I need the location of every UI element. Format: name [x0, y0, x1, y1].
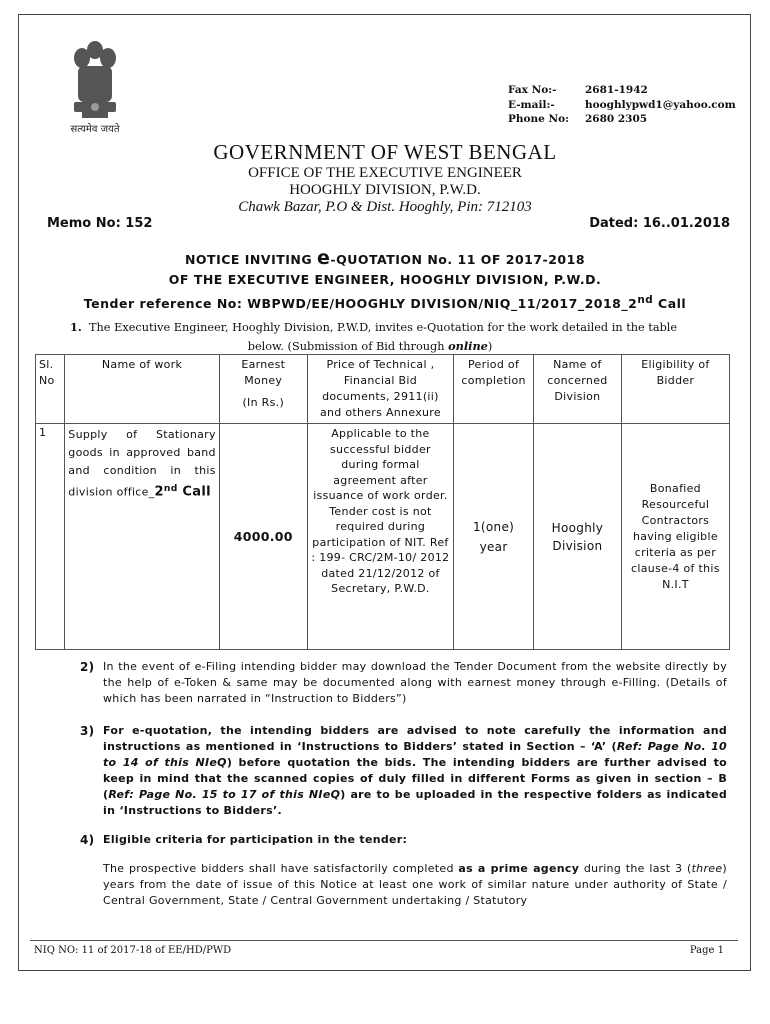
- contact-phone: [508, 112, 736, 127]
- contact-value: 2681-1942: [585, 84, 648, 96]
- table-header-row: [36, 355, 730, 424]
- cell-sl: 1: [36, 424, 65, 650]
- work-call-number: 2: [154, 484, 164, 500]
- section-3-number: 3): [80, 724, 95, 738]
- s3-ref-1: Ref: Page No. 10 to 14 of this NIeQ: [103, 740, 727, 769]
- footer-left: NIQ NO: 11 of 2017-18 of EE/HD/PWD: [34, 945, 232, 956]
- section-2: [80, 659, 727, 707]
- notice-line1-post: -QUOTATION No. 11 OF 2017-2018: [330, 252, 586, 267]
- state-emblem-icon: [60, 38, 130, 138]
- s4-part-e: ) years from the date of issue of this Notice at least one work of similar nature under authority of State / Central Government, State / Central Government undertaking / Statutory: [103, 862, 727, 907]
- section-4-title: Eligible criteria for participation in the tender:: [103, 833, 408, 846]
- s4-part-c: during the last 3 (: [579, 862, 692, 875]
- paragraph-1-number: 1.: [70, 320, 82, 334]
- paragraph-1: [70, 318, 730, 356]
- section-2-number: 2): [80, 660, 95, 674]
- section-4-number: 4): [80, 833, 95, 847]
- contact-block: [508, 83, 736, 127]
- table-row: [36, 424, 730, 650]
- office-address: Chawk Bazar, P.O & Dist. Hooghly, Pin: 712103: [238, 199, 532, 215]
- tender-table: [35, 354, 730, 650]
- notice-heading: [0, 248, 770, 314]
- paragraph-1-cont-post: ): [487, 340, 493, 353]
- contact-value: hooghlypwd1@yahoo.com: [585, 98, 736, 111]
- cell-earnest: 4000.00: [219, 424, 307, 650]
- notice-line3: [0, 290, 770, 314]
- s4-prime-agency: as a prime agency: [458, 862, 580, 875]
- cell-eligibility: Bonafied Resourceful Contractors having eligible criteria as per clause-4 of this N.I.T: [621, 424, 729, 650]
- section-2-text: In the event of e-Filing intending bidder may download the Tender Document from the website directly by the help of e-Token & same may be documented along with earnest money through e-Filling. (Details of which has been narrated in “Instruction to Bidders”): [103, 660, 727, 705]
- s4-part-a: The prospective bidders shall have satisfactorily completed: [103, 862, 459, 875]
- notice-line1: [0, 248, 770, 270]
- header-name-of-work: Name of work: [65, 355, 220, 424]
- work-call-sup: nd: [163, 483, 178, 494]
- tender-ref: Tender reference No: WBPWD/EE/HOOGHLY DIVISION/NIQ_11/2017_2018_2: [83, 296, 638, 312]
- s3-part-e: ) are to be uploaded in the respective folders as indicated in ‘Instructions to Bidders’.: [103, 788, 727, 817]
- tender-ref-sup: nd: [637, 294, 654, 306]
- cell-price: Applicable to the successful bidder during formal agreement after issuance of work order. Tender cost is not required during participation of NIT. Ref : 199- CRC/2M-10/ 2012 dated 21/12/2012 of Secretary, P.W.D.: [307, 424, 453, 650]
- s3-ref-2: Ref: Page No. 15 to 17 of this NIeQ: [108, 788, 341, 801]
- paragraph-1-cont-pre: below. (Submission of Bid through: [247, 340, 449, 353]
- section-3-text: [103, 723, 727, 819]
- contact-label: E-mail:-: [508, 98, 555, 111]
- memo-date: Dated: 16..01.2018: [589, 216, 730, 231]
- cell-division: Hooghly Division: [533, 424, 621, 650]
- memo-number: Memo No: 152: [47, 216, 153, 231]
- work-text: Supply of Stationary goods in approved band and condition in this division office_: [68, 428, 216, 499]
- header-period: Period of completion: [454, 355, 534, 424]
- footer-divider: [30, 940, 738, 941]
- section-3: [80, 723, 727, 819]
- section-4-text: [103, 861, 727, 909]
- footer-page-number: Page 1: [689, 945, 724, 956]
- s3-part-c: ) before quotation the bids. The intending bidders are further advised to keep in mind that the scanned copies of duly filled in different Forms as given in section – B (: [103, 756, 727, 801]
- notice-line1-pre: NOTICE INVITING: [184, 252, 317, 267]
- office-block: [0, 165, 770, 216]
- emblem-caption: सत्यमेव जयते: [70, 124, 120, 135]
- online-emphasis: online: [448, 339, 488, 353]
- header-price: Price of Technical , Financial Bid documents, 2911(ii) and others Annexure: [307, 355, 453, 424]
- header-earnest-unit: (In Rs.): [242, 396, 285, 409]
- header-division: Name of concerned Division: [533, 355, 621, 424]
- notice-line2: OF THE EXECUTIVE ENGINEER, HOOGHLY DIVISION, P.W.D.: [168, 272, 602, 287]
- office-line2: HOOGHLY DIVISION, P.W.D.: [289, 182, 481, 198]
- header-eligibility: Eligibility of Bidder: [621, 355, 729, 424]
- office-line1: OFFICE OF THE EXECUTIVE ENGINEER: [248, 165, 522, 181]
- header-earnest-label: Earnest Money: [241, 358, 286, 387]
- s4-three: three: [691, 862, 723, 875]
- contact-email: [508, 98, 736, 113]
- notice-line1-e: e: [316, 247, 331, 269]
- contact-label: Fax No:-: [508, 84, 557, 96]
- government-title: GOVERNMENT OF WEST BENGAL: [213, 140, 557, 164]
- s3-part-a: For e-quotation, the intending bidders are advised to note carefully the information and instructions as mentioned in ‘Instructions to Bidders’ stated in Section – ‘A’ (: [103, 724, 727, 753]
- section-4: [80, 832, 727, 909]
- paragraph-1-text: The Executive Engineer, Hooghly Division, P.W.D, invites e-Quotation for the work detailed in the table: [88, 321, 678, 334]
- work-call-tail: Call: [177, 484, 211, 500]
- contact-fax: [508, 83, 736, 98]
- contact-value: 2680 2305: [585, 113, 648, 125]
- cell-period: 1(one) year: [454, 424, 534, 650]
- header-earnest: [219, 355, 307, 424]
- tender-ref-call: Call: [653, 296, 687, 312]
- contact-label: Phone No:: [508, 113, 569, 125]
- cell-work: [65, 424, 220, 650]
- header-sl: Sl. No: [36, 355, 65, 424]
